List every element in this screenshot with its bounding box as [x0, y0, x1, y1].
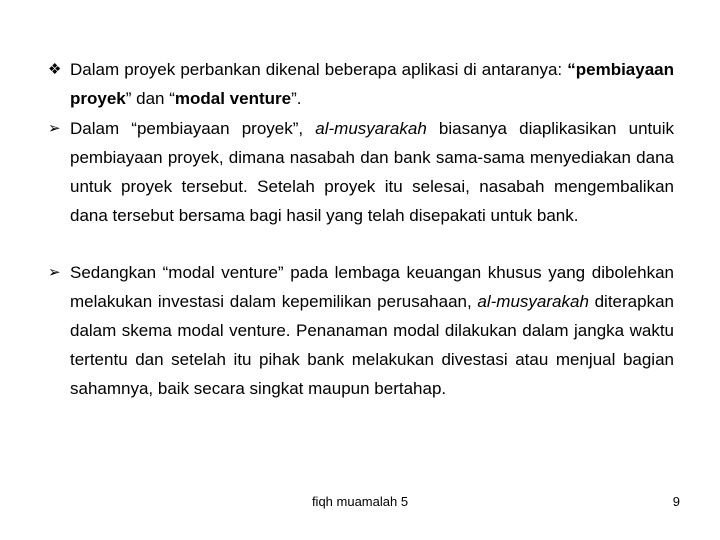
bullet-item-modal-venture — [48, 258, 674, 403]
bullet-text — [70, 114, 674, 230]
term-pembiayaan-proyek: “pembiayaan proyek — [70, 60, 674, 108]
bullet-text — [70, 55, 674, 113]
arrow-bullet-icon: ➢ — [48, 264, 61, 281]
page-number: 9 — [672, 494, 680, 509]
bullet-text — [70, 258, 674, 403]
term-al-musyarakah: al-musyarakah — [477, 292, 589, 311]
bullet-text-intro: Sedangkan “modal venture” pada lembaga keuangan khusus yang dibolehkan melakukan investasi dalam kepemilikan perusahaan, — [70, 263, 674, 311]
bullet-item-pembiayaan-proyek — [48, 114, 674, 230]
bullet-text-body: diterapkan dalam skema modal venture. Penanaman modal dilakukan dalam jangka waktu tertentu dan setelah itu pihak bank melakukan divestasi atau menjual bagian sahamnya, baik secara singkat maupun bertahap. — [70, 292, 674, 398]
term-al-musyarakah: al-musyarakah — [315, 119, 427, 138]
arrow-bullet-icon: ➢ — [48, 120, 61, 137]
footer-title: fiqh muamalah 5 — [311, 494, 409, 509]
bullet-text-body: biasanya diaplikasikan untuik pembiayaan proyek, dimana nasabah dan bank sama-sama menyediakan dana untuk proyek tersebut. Setelah proyek itu selesai, nasabah mengembalikan dana tersebut bersama bagi hasil yang telah disepakati untuk bank. — [70, 119, 674, 225]
bullet-text-intro: Dalam “pembiayaan proyek”, — [70, 119, 316, 138]
bullet-text-connector: ” dan “ — [125, 89, 175, 108]
bullet-text-intro: Dalam proyek perbankan dikenal beberapa aplikasi di antaranya: — [70, 60, 568, 79]
bullet-item-aplikasi — [48, 55, 674, 113]
term-modal-venture: modal venture — [174, 89, 292, 108]
diamond-bullet-icon: ❖ — [48, 61, 62, 78]
bullet-text-end: ”. — [291, 89, 302, 108]
